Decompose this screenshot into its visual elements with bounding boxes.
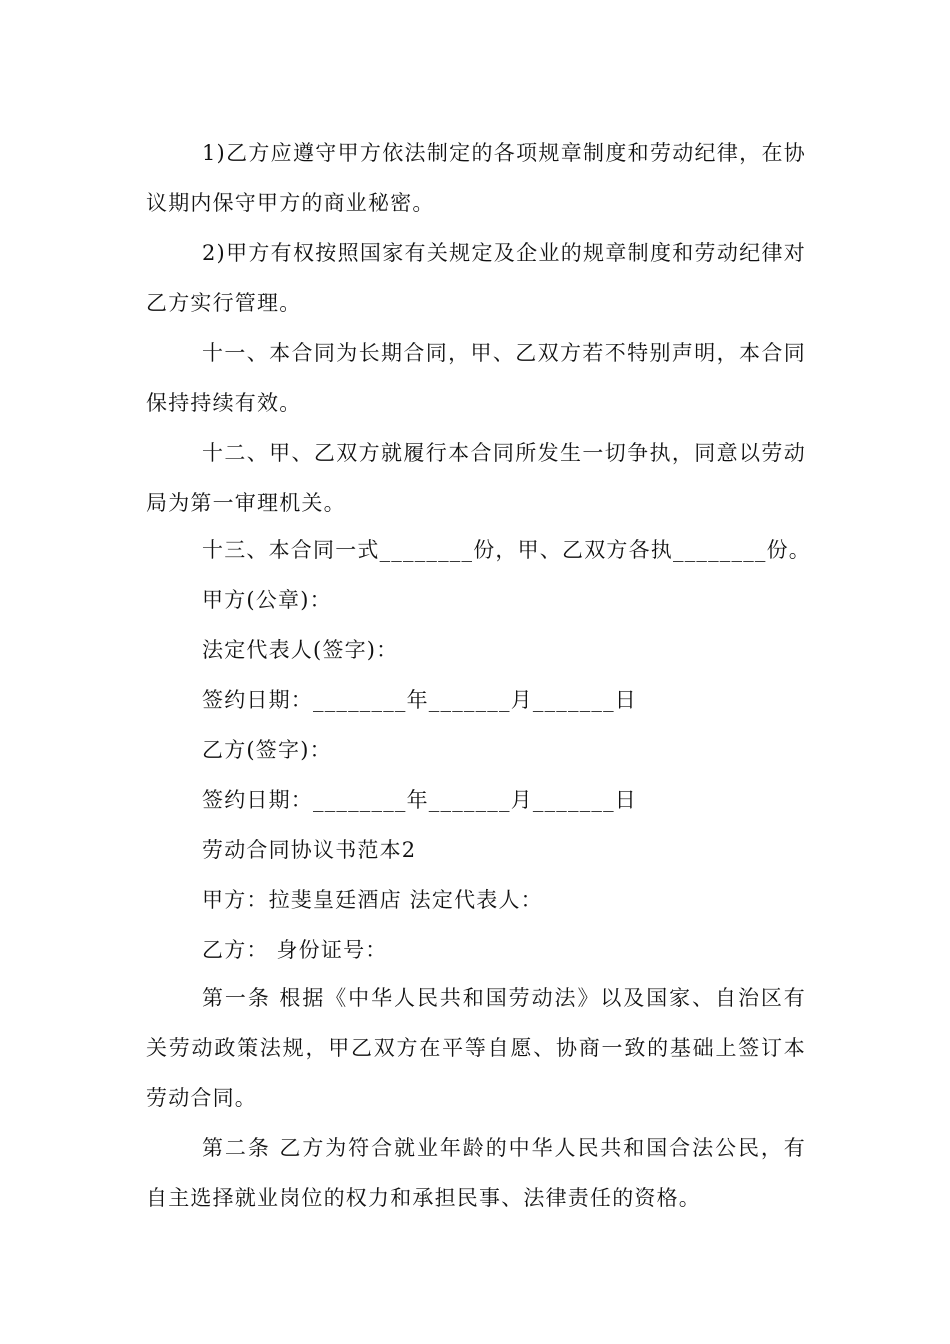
party-a-seal-line: 甲方(公章)： <box>202 588 332 612</box>
article-1: 第一条 根据《中华人民共和国劳动法》以及国家、自治区有关劳动政策法规，甲乙双方在平等自愿、协商一致的基础上签订本劳动合同。 <box>146 986 806 1110</box>
party-a-line: 甲方：拉斐皇廷酒店 法定代表人： <box>202 888 543 912</box>
party-b-line: 乙方： 身份证号： <box>202 938 388 962</box>
party-b-signature-line: 乙方(签字)： <box>202 738 332 762</box>
legal-rep-signature-line: 法定代表人(签字)： <box>202 638 399 662</box>
party-b-sign-date-line: 签约日期：________年_______月_______日 <box>202 788 637 812</box>
article-2: 第二条 乙方为符合就业年龄的中华人民共和国合法公民，有自主选择就业岗位的权力和承担民事、法律责任的资格。 <box>146 1136 806 1210</box>
clause-12: 十二、甲、乙双方就履行本合同所发生一切争执，同意以劳动局为第一审理机关。 <box>146 441 806 515</box>
party-a-sign-date-line: 签约日期：________年_______月_______日 <box>202 688 637 712</box>
section-title: 劳动合同协议书范本2 <box>202 838 417 862</box>
clause-10-item-1: 1)乙方应遵守甲方依法制定的各项规章制度和劳动纪律，在协议期内保守甲方的商业秘密。 <box>146 141 806 215</box>
clause-11: 十一、本合同为长期合同，甲、乙双方若不特别声明，本合同保持持续有效。 <box>146 341 806 415</box>
clause-10-item-2: 2)甲方有权按照国家有关规定及企业的规章制度和劳动纪律对乙方实行管理。 <box>146 241 806 315</box>
clause-13: 十三、本合同一式________份，甲、乙双方各执________份。 <box>202 538 811 562</box>
